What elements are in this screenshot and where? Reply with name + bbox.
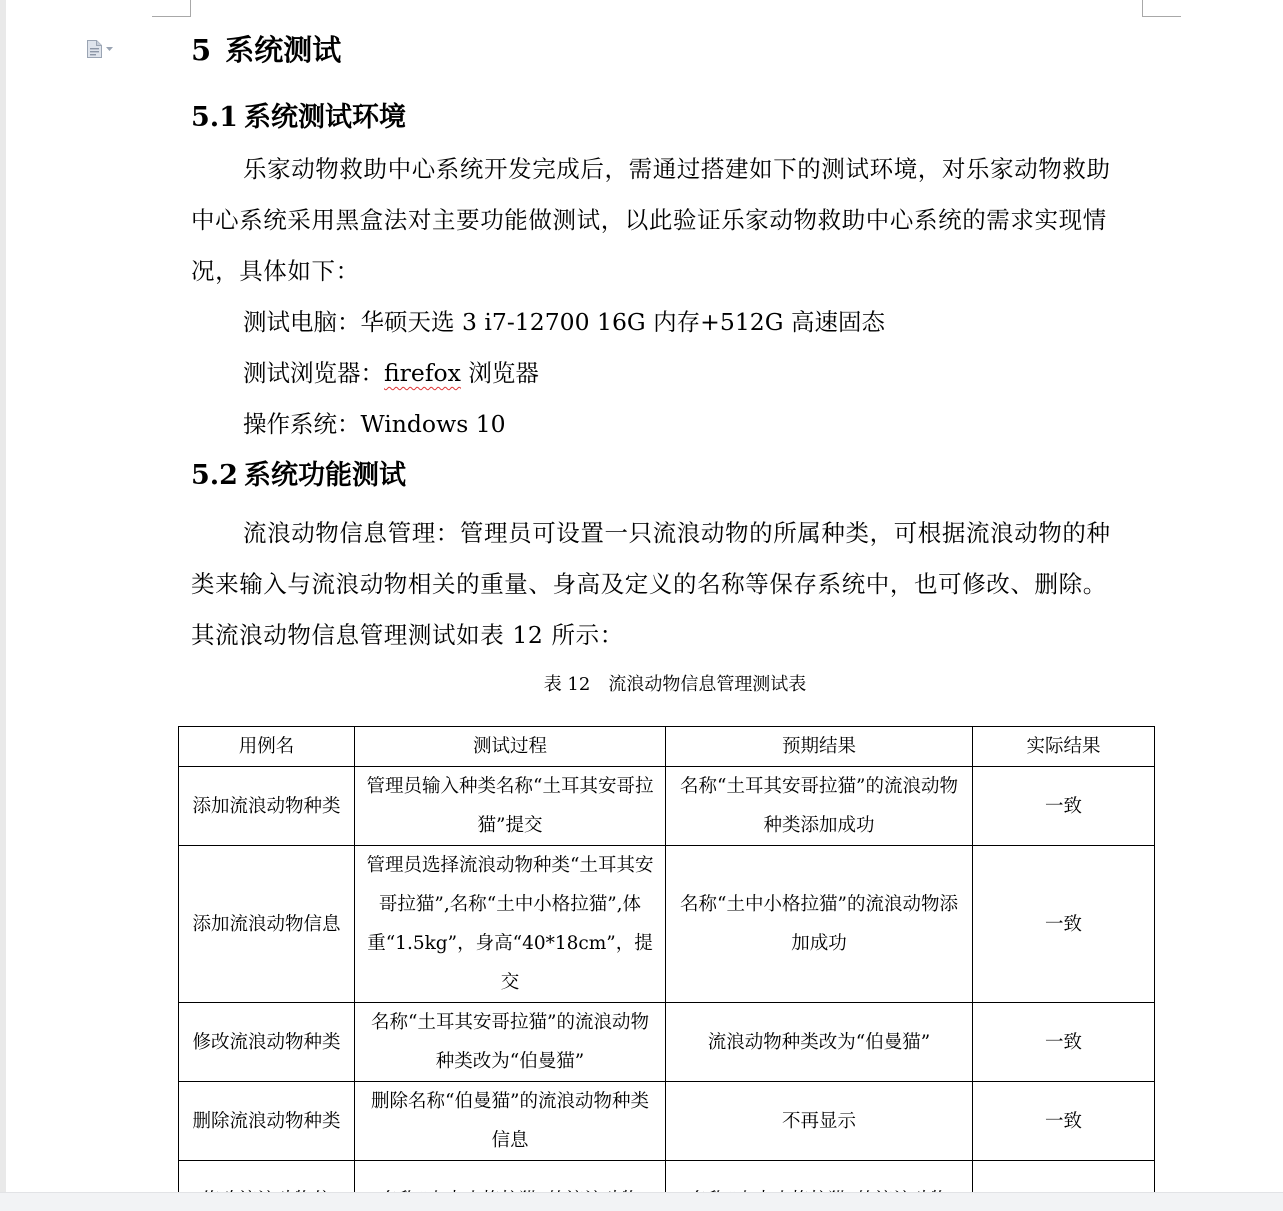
table-header-cell: 实际结果 (973, 727, 1155, 767)
table-cell: 添加流浪动物种类 (179, 767, 355, 846)
table-cell: 一致 (973, 767, 1155, 846)
section-5-2-intro: 流浪动物信息管理：管理员可设置一只流浪动物的所属种类，可根据流浪动物的种类来输入与流浪动物相关的重量、身高及定义的名称等保存系统中，也可修改、删除。其流浪动物信息管理测试如表 12 所示： (191, 519, 1111, 649)
table-cell: 流浪动物种类改为“伯曼猫” (666, 1003, 973, 1082)
section-number: 5.2 (191, 460, 238, 491)
table-cell: 一致 (973, 1003, 1155, 1082)
left-gutter (0, 0, 6, 1192)
spellcheck-marked-word[interactable]: firefox (384, 359, 461, 387)
paragraph-menu-button[interactable] (86, 40, 113, 58)
table-cell: 添加流浪动物信息 (179, 846, 355, 1003)
env-browser (191, 348, 1126, 399)
table-header-cell: 预期结果 (666, 727, 973, 767)
page-corner-mark-left (152, 0, 191, 17)
document-page-body (191, 26, 1126, 709)
chapter-heading (191, 26, 1126, 74)
status-bar-strip (0, 1192, 1283, 1211)
section-heading-5-2 (191, 452, 1126, 500)
section-title: 系统测试环境 (243, 102, 406, 133)
table-row (179, 1082, 1155, 1161)
section-5-1-intro: 乐家动物救助中心系统开发完成后，需通过搭建如下的测试环境，对乐家动物救助中心系统采用黑盒法对主要功能做测试，以此验证乐家动物救助中心系统的需求实现情况，具体如下： (191, 155, 1111, 285)
env-label: 测试电脑： (243, 308, 361, 336)
table-header-cell: 测试过程 (355, 727, 666, 767)
section-title: 系统功能测试 (243, 460, 406, 491)
table-cell: 名称“土耳其安哥拉猫”的流浪动物种类改为“伯曼猫” (355, 1003, 666, 1082)
caret-down-icon (106, 47, 113, 52)
section-heading-5-1 (191, 94, 1126, 142)
env-label: 测试浏览器： (243, 359, 384, 387)
page-corner-mark-right (1142, 0, 1181, 17)
section-number: 5.1 (191, 102, 238, 133)
env-value: Windows 10 (360, 410, 506, 438)
env-value: 浏览器 (460, 359, 539, 387)
chapter-title: 系统测试 (225, 33, 342, 67)
table-header-cell: 用例名 (179, 727, 355, 767)
table-cell: 一致 (973, 1082, 1155, 1161)
table-cell: 一致 (973, 846, 1155, 1003)
table-cell: 删除流浪动物种类 (179, 1082, 355, 1161)
table-cell: 删除名称“伯曼猫”的流浪动物种类信息 (355, 1082, 666, 1161)
table-cell: 不再显示 (666, 1082, 973, 1161)
table-cell: 修改流浪动物种类 (179, 1003, 355, 1082)
table-cell: 管理员输入种类名称“土耳其安哥拉猫”提交 (355, 767, 666, 846)
table-row (179, 1003, 1155, 1082)
document-icon (86, 40, 103, 58)
table-cell: 管理员选择流浪动物种类“土耳其安哥拉猫”,名称“土中小格拉猫”,体重“1.5kg”，身高“40*18cm”，提交 (355, 846, 666, 1003)
table-cell: 名称“土中小格拉猫”的流浪动物添加成功 (666, 846, 973, 1003)
table-row (179, 767, 1155, 846)
table-header-row (179, 727, 1155, 767)
env-computer (191, 297, 1126, 348)
chapter-number: 5 (191, 33, 212, 67)
table-cell: 名称“土耳其安哥拉猫”的流浪动物种类添加成功 (666, 767, 973, 846)
table-caption: 表 12 流浪动物信息管理测试表 (543, 674, 807, 695)
env-value: 华硕天选 3 i7-12700 16G 内存+512G 高速固态 (360, 308, 885, 336)
test-table (178, 726, 1155, 1211)
table-row (179, 846, 1155, 1003)
env-label: 操作系统： (243, 410, 361, 438)
env-os (191, 399, 1126, 450)
